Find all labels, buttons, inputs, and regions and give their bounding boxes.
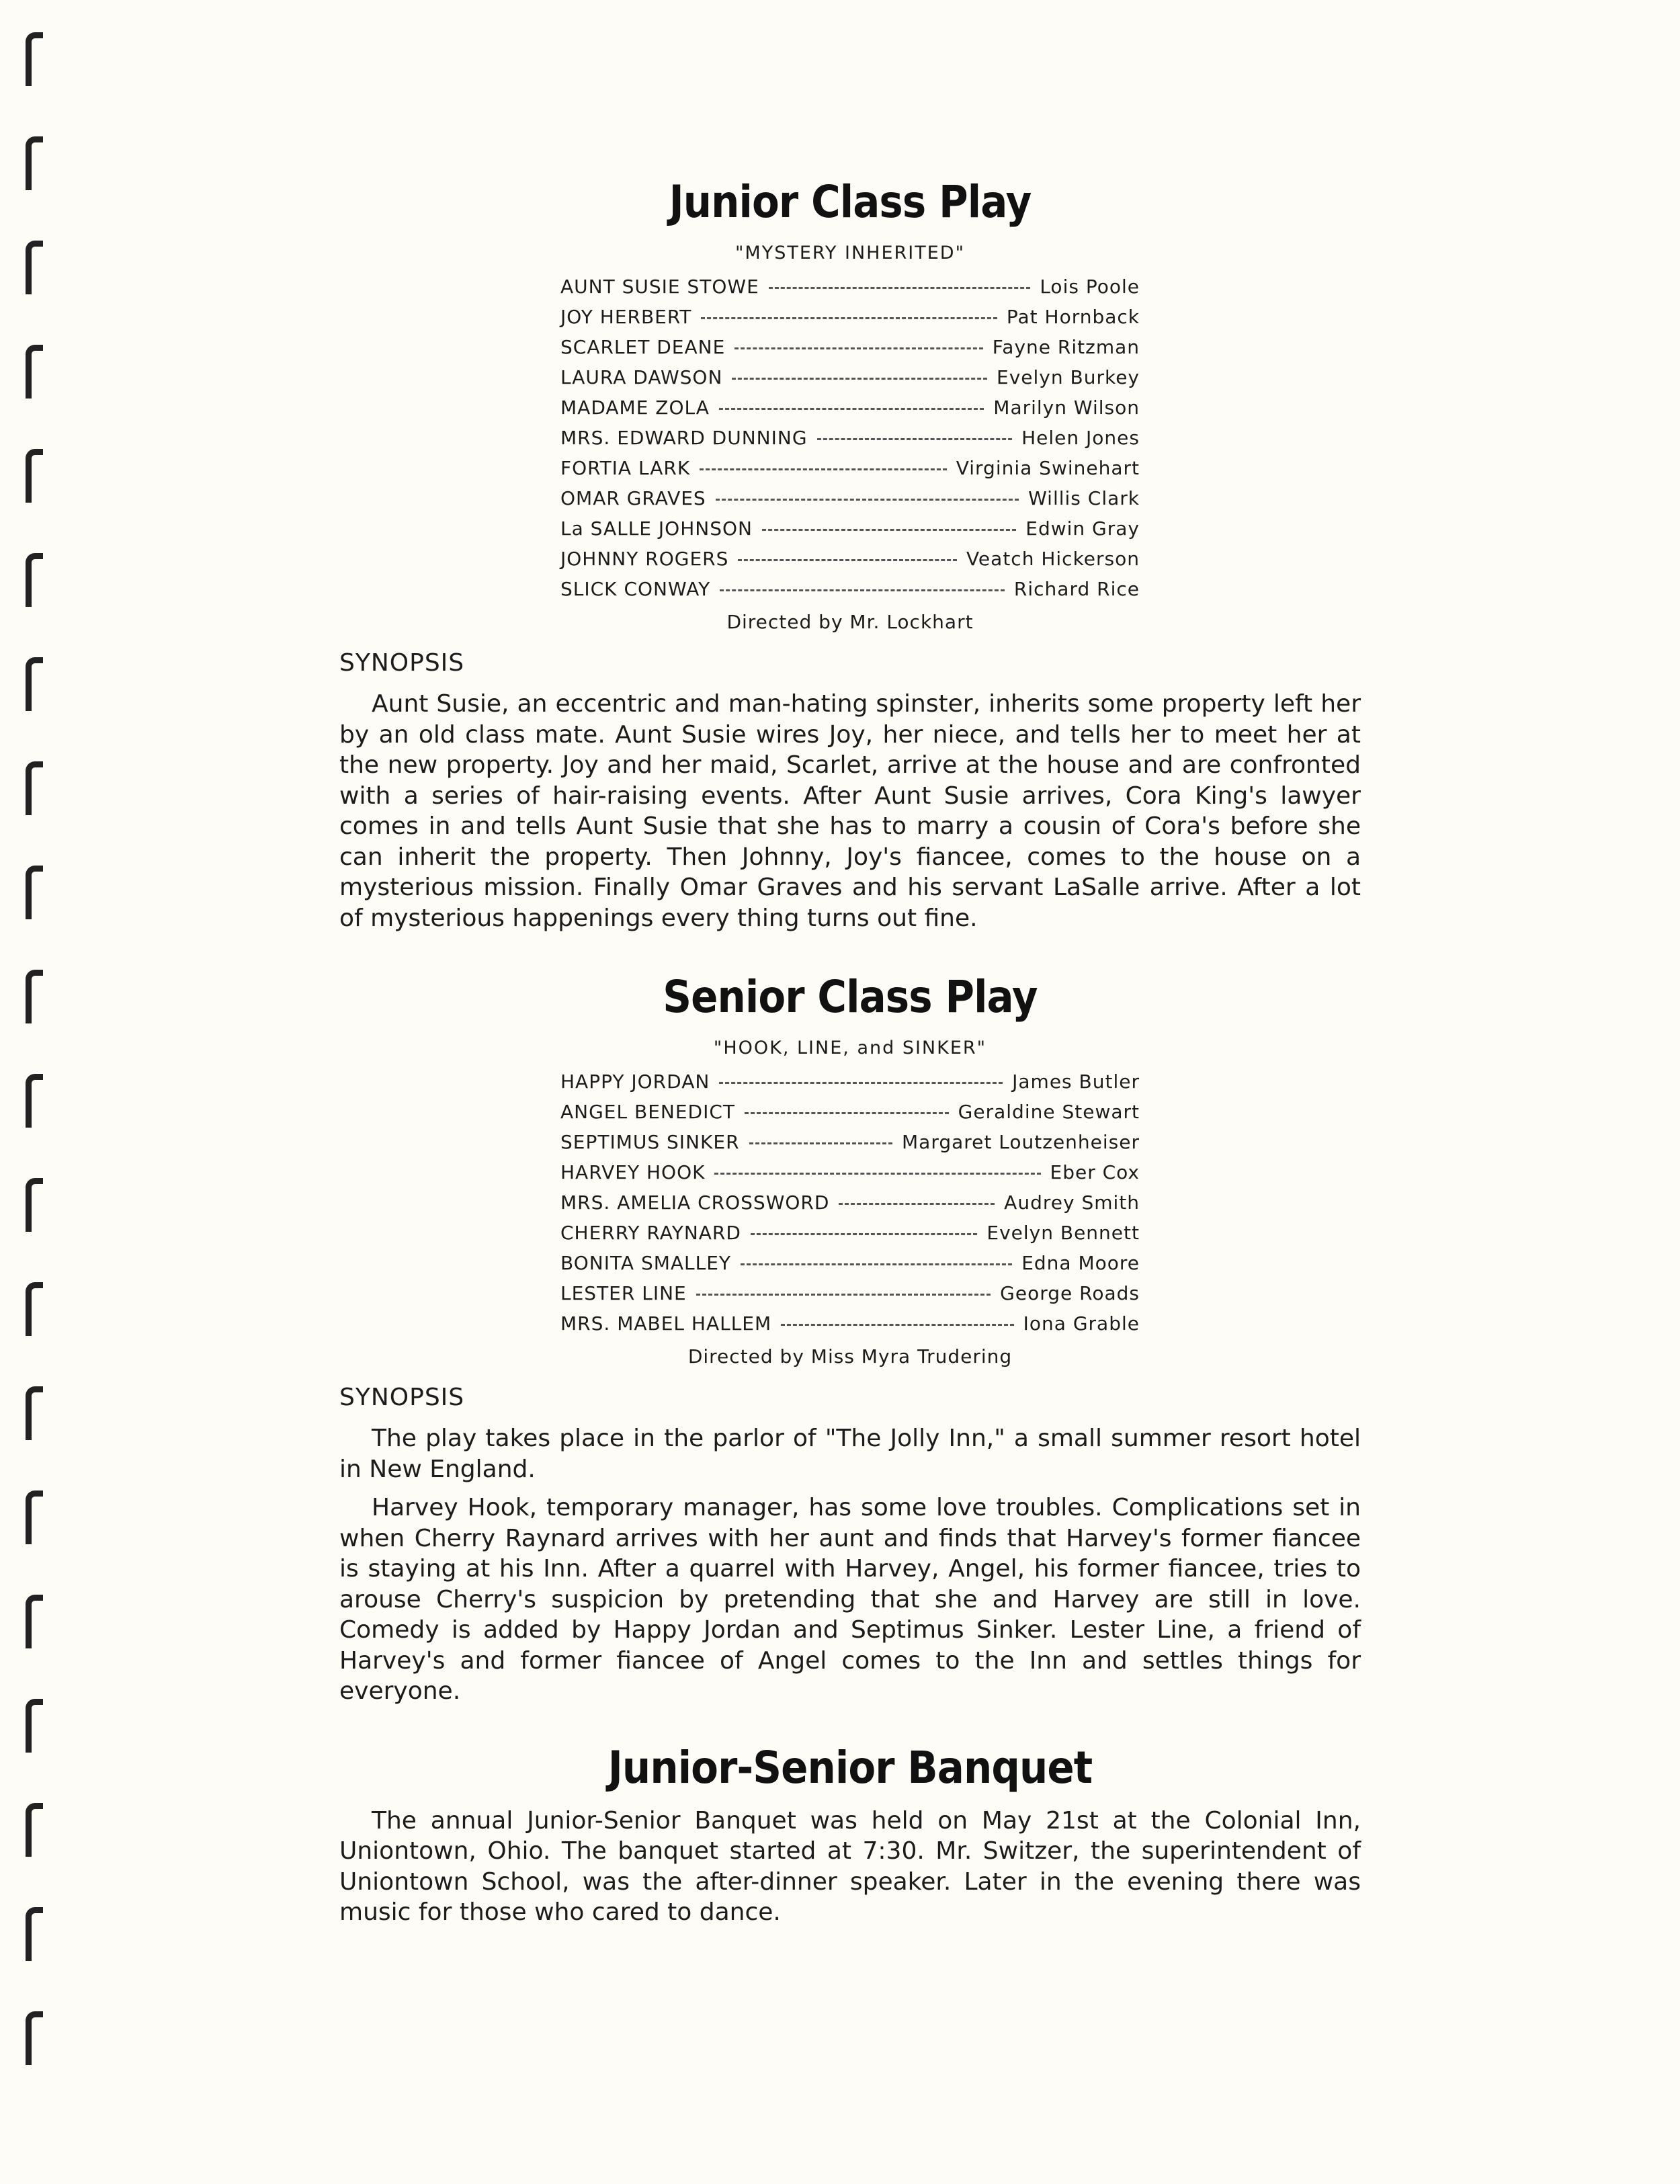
leader-dots	[714, 1173, 1040, 1175]
cast-role: ANGEL BENEDICT	[560, 1101, 735, 1123]
cast-actor: Eber Cox	[1050, 1161, 1140, 1183]
senior-play-section	[339, 971, 1361, 1707]
cast-role: AUNT SUSIE STOWE	[560, 276, 759, 298]
leader-dots	[749, 1142, 892, 1144]
leader-dots	[719, 408, 984, 410]
binding-ring	[26, 1699, 43, 1753]
senior-synopsis-label: SYNOPSIS	[339, 1384, 465, 1411]
cast-row	[560, 276, 1140, 306]
banquet-section	[339, 1742, 1361, 1928]
leader-dots	[751, 1233, 977, 1235]
cast-role: MRS. AMELIA CROSSWORD	[560, 1191, 830, 1214]
yearbook-page	[339, 0, 1361, 1928]
cast-actor: Willis Clark	[1028, 487, 1140, 509]
binding-ring	[26, 1595, 43, 1648]
cast-row	[560, 578, 1140, 608]
cast-row	[560, 396, 1140, 427]
banquet-text: The annual Junior-Senior Banquet was held on May 21st at the Colonial Inn, Uniontown, Ohio. The banquet started at 7:30. Mr. Switzer, the superintendent of Uniontown School, was the after-dinner speaker. Later in the evening there was music for those who cared to dance.	[339, 1806, 1361, 1926]
cast-actor: Pat Hornback	[1006, 306, 1140, 328]
leader-dots	[734, 347, 982, 349]
leader-dots	[741, 1263, 1012, 1265]
cast-actor: James Butler	[1012, 1070, 1140, 1093]
leader-dots	[732, 378, 987, 380]
cast-role: MRS. MABEL HALLEM	[560, 1312, 772, 1335]
binding-ring	[26, 32, 43, 86]
cast-actor: Virginia Swinehart	[956, 457, 1140, 479]
cast-actor: George Roads	[1000, 1282, 1140, 1304]
binding-ring	[26, 1282, 43, 1336]
binding-ring	[26, 1803, 43, 1857]
senior-play-title: "HOOK, LINE, and SINKER"	[713, 1038, 987, 1058]
banquet-heading: Junior-Senior Banquet	[607, 1741, 1093, 1794]
leader-dots	[720, 589, 1005, 591]
cast-role: OMAR GRAVES	[560, 487, 706, 509]
cast-role: MADAME ZOLA	[560, 396, 710, 419]
cast-row	[560, 457, 1140, 487]
synopsis-paragraph: The play takes place in the parlor of "The Jolly Inn," a small summer resort hotel in New England.	[339, 1425, 1361, 1483]
cast-actor: Edwin Gray	[1025, 517, 1140, 540]
cast-row	[560, 1131, 1140, 1161]
binding-ring	[26, 241, 43, 294]
cast-row	[560, 1312, 1140, 1343]
cast-role: SCARLET DEANE	[560, 336, 726, 358]
synopsis-paragraph: Aunt Susie, an eccentric and man-hating spinster, inherits some property left her by an old class mate. Aunt Susie wires Joy, her niece, and tells her to meet her at the new property. Joy and her maid, Scarlet, arrive at the house and are confronted with a series of hair-raising events. After Aunt Susie arrives, Cora King's lawyer comes in and tells Aunt Susie that she has to marry a cousin of Cora's before she can inherit the property. Then Johnny, Joy's fiancee, comes to the house on a mysterious mission. Finally Omar Graves and his servant LaSalle arrive. After a lot of mysterious happenings every thing turns out fine.	[339, 690, 1361, 932]
junior-play-director: Directed by Mr. Lockhart	[726, 611, 974, 633]
cast-actor: Lois Poole	[1040, 276, 1140, 298]
junior-play-title: "MYSTERY INHERITED"	[734, 243, 965, 263]
cast-role: La SALLE JOHNSON	[560, 517, 753, 540]
cast-row	[560, 427, 1140, 457]
cast-role: SEPTIMUS SINKER	[560, 1131, 740, 1153]
binding-ring	[26, 345, 43, 398]
cast-role: LAURA DAWSON	[560, 366, 723, 388]
cast-row	[560, 1161, 1140, 1191]
binding-ring	[26, 1386, 43, 1440]
cast-role: JOY HERBERT	[560, 306, 692, 328]
binding-ring	[26, 449, 43, 503]
cast-role: JOHNNY ROGERS	[560, 548, 729, 570]
binding-ring	[26, 136, 43, 190]
junior-play-heading: Junior Class Play	[669, 176, 1032, 228]
binding-ring	[26, 761, 43, 815]
leader-dots	[745, 1112, 949, 1114]
cast-actor: Edna Moore	[1021, 1252, 1140, 1274]
cast-actor: Iona Grable	[1023, 1312, 1140, 1335]
cast-row	[560, 366, 1140, 396]
senior-play-director: Directed by Miss Myra Trudering	[687, 1345, 1013, 1368]
cast-actor: Margaret Loutzenheiser	[902, 1131, 1140, 1153]
binding-ring	[26, 1074, 43, 1128]
senior-synopsis	[339, 1423, 1361, 1707]
leader-dots	[716, 499, 1019, 501]
cast-role: HARVEY HOOK	[560, 1161, 706, 1183]
leader-dots	[738, 559, 957, 561]
cast-row	[560, 487, 1140, 517]
cast-role: BONITA SMALLEY	[560, 1252, 732, 1274]
junior-play-section	[339, 0, 1361, 933]
cast-actor: Marilyn Wilson	[993, 396, 1140, 419]
cast-actor: Evelyn Burkey	[997, 366, 1140, 388]
cast-row	[560, 1070, 1140, 1101]
cast-row	[560, 1191, 1140, 1222]
leader-dots	[696, 1294, 991, 1296]
cast-role: CHERRY RAYNARD	[560, 1222, 741, 1244]
cast-role: HAPPY JORDAN	[560, 1070, 710, 1093]
cast-row	[560, 306, 1140, 336]
binding-ring	[26, 553, 43, 607]
leader-dots	[701, 317, 997, 319]
leader-dots	[762, 529, 1016, 531]
cast-row	[560, 1282, 1140, 1312]
binding-ring	[26, 1490, 43, 1544]
cast-actor: Richard Rice	[1013, 578, 1140, 600]
binding-ring	[26, 1178, 43, 1232]
leader-dots	[817, 438, 1013, 440]
cast-row	[560, 336, 1140, 366]
cast-row	[560, 1101, 1140, 1131]
cast-role: MRS. EDWARD DUNNING	[560, 427, 808, 449]
binding-ring	[26, 1907, 43, 1961]
cast-role: LESTER LINE	[560, 1282, 687, 1304]
leader-dots	[719, 1082, 1003, 1084]
cast-actor: Geraldine Stewart	[958, 1101, 1140, 1123]
cast-actor: Evelyn Bennett	[986, 1222, 1140, 1244]
senior-play-heading: Senior Class Play	[663, 971, 1038, 1023]
senior-cast-list	[560, 1070, 1140, 1343]
cast-row	[560, 548, 1140, 578]
synopsis-paragraph: Harvey Hook, temporary manager, has some love troubles. Complications set in when Cherry Raynard arrives with her aunt and finds that Harvey's former fiancee is staying at his Inn. After a quarrel with Harvey, Angel, his former fiancee, tries to arouse Cherry's suspicion by pretending that she and Harvey are still in love. Comedy is added by Happy Jordan and Septimus Sinker. Lester Line, a friend of Harvey's and former fiancee of Angel comes to the Inn and settles things for everyone.	[339, 1494, 1361, 1705]
cast-actor: Veatch Hickerson	[966, 548, 1140, 570]
cast-role: FORTIA LARK	[560, 457, 691, 479]
binding-ring	[26, 657, 43, 711]
binding-ring	[26, 2011, 43, 2065]
spiral-binding	[0, 0, 74, 2184]
cast-row	[560, 1222, 1140, 1252]
cast-row	[560, 517, 1140, 548]
cast-role: SLICK CONWAY	[560, 578, 711, 600]
leader-dots	[700, 468, 947, 470]
junior-synopsis	[339, 689, 1361, 933]
leader-dots	[839, 1203, 995, 1205]
binding-ring	[26, 970, 43, 1023]
cast-actor: Helen Jones	[1021, 427, 1140, 449]
cast-actor: Fayne Ritzman	[992, 336, 1140, 358]
cast-row	[560, 1252, 1140, 1282]
cast-actor: Audrey Smith	[1004, 1191, 1140, 1214]
junior-synopsis-label: SYNOPSIS	[339, 649, 465, 677]
leader-dots	[781, 1324, 1013, 1326]
leader-dots	[769, 287, 1031, 289]
binding-ring	[26, 866, 43, 919]
junior-cast-list	[560, 276, 1140, 608]
